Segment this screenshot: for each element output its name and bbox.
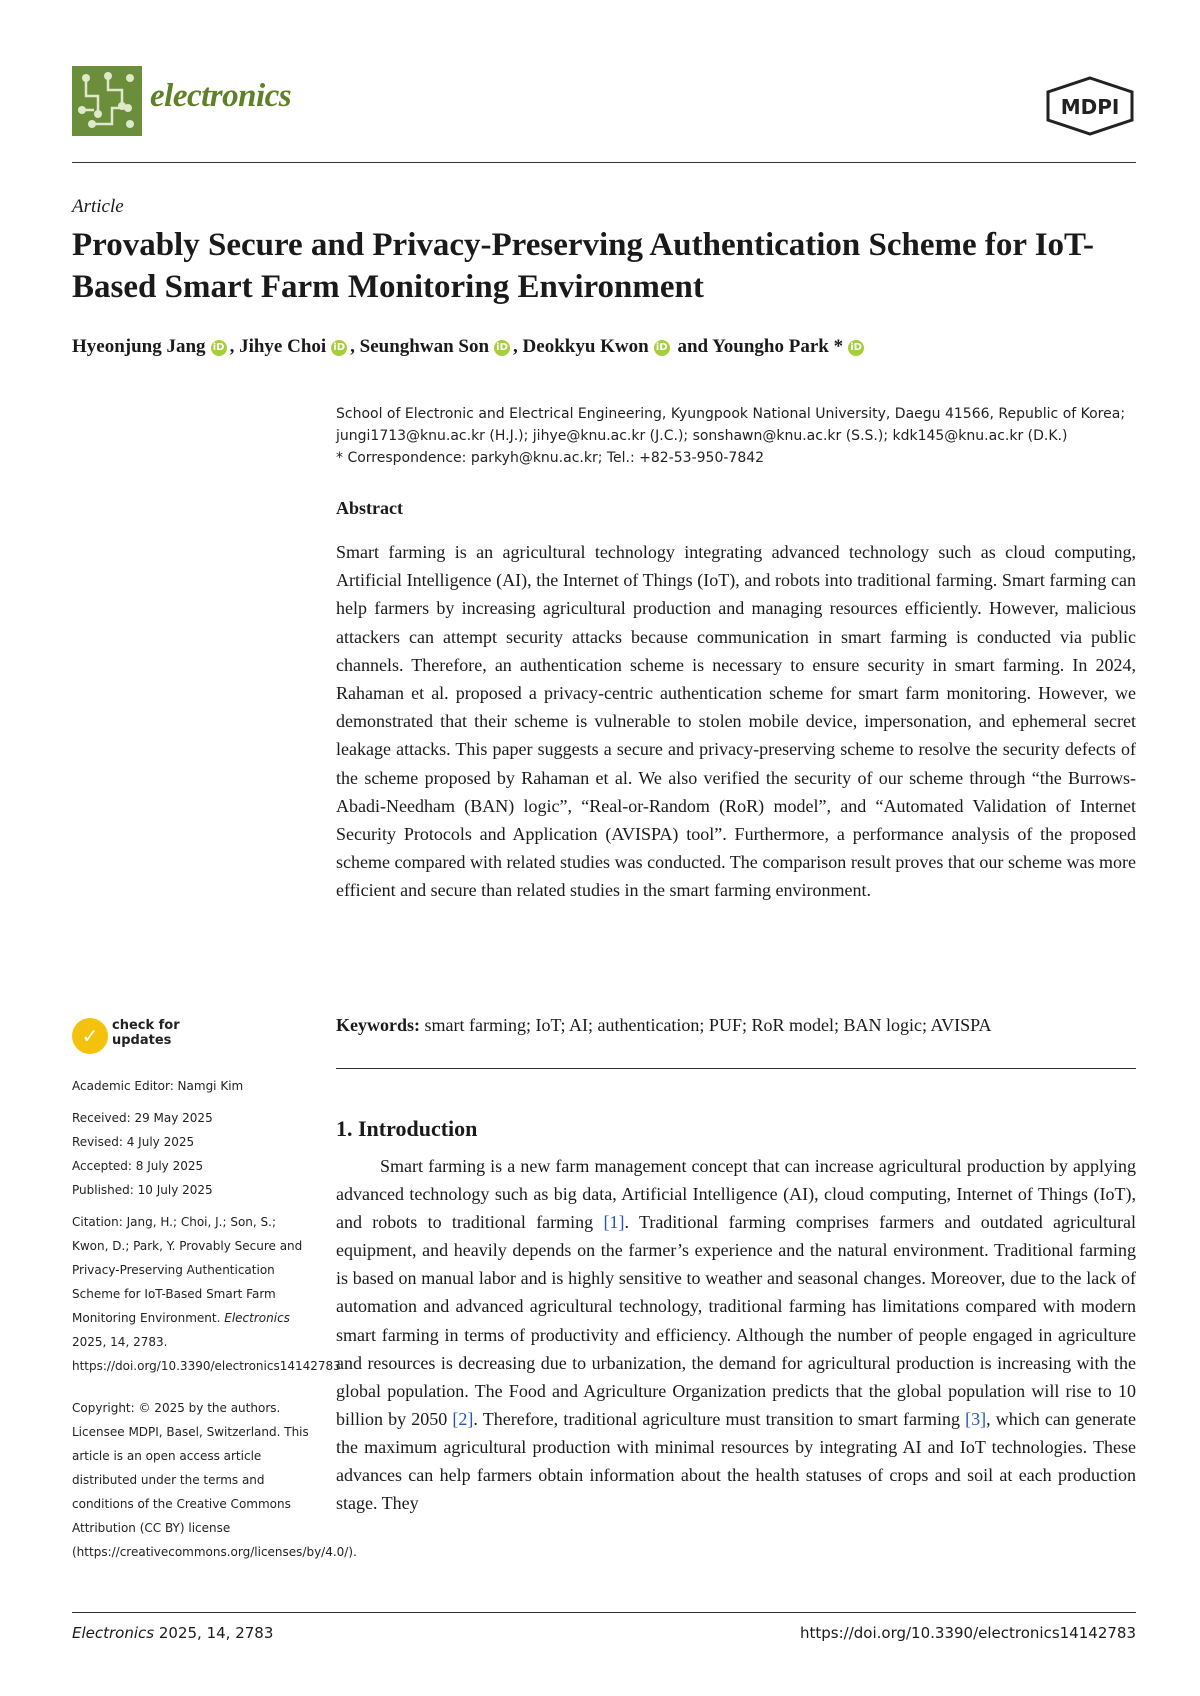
academic-editor: Academic Editor: Namgi Kim	[72, 1079, 244, 1093]
citation-block	[72, 1210, 341, 1378]
author-list	[72, 334, 1142, 360]
date-accepted: Accepted: 8 July 2025	[72, 1159, 204, 1173]
author-separator: ,	[229, 336, 240, 357]
journal-logo-icon	[72, 66, 142, 136]
article-type: Article	[72, 196, 124, 217]
keywords-list: smart farming; IoT; AI; authentication; PUF; RoR model; BAN logic; AVISPA	[420, 1015, 992, 1035]
orcid-icon[interactable]: iD	[331, 340, 347, 356]
publisher-logo-text: MDPI	[1060, 95, 1120, 119]
paragraph-text: . Traditional farming comprises farmers and outdated agricultural equipment, and heavily depends on the farmer’s experience and the natural environment. Traditional farming is based on manual labor and is highly sensitive to weather and seasonal changes. Moreover, due to the lack of automation and advanced agricultural technology, traditional farming has limitations compared with modern smart farming in terms of productivity and efficiency. Although the number of people engaged in agriculture and resources is decreasing due to urbanization, the demand for agricultural production is increasing with the global population. The Food and Agriculture Organization predicts that the global population will rise to 10 billion by 2050	[336, 1212, 1137, 1429]
author-separator: and	[672, 336, 713, 357]
author-separator: ,	[350, 336, 360, 357]
correspondence[interactable]: * Correspondence: parkyh@knu.ac.kr; Tel.: +82-53-950-7842	[336, 450, 765, 466]
citation-doi[interactable]: 2025, 14, 2783. https://doi.org/10.3390/electronics14142783	[72, 1335, 341, 1373]
abstract-heading: Abstract	[336, 498, 403, 518]
footer-volume: 2025, 14, 2783	[154, 1624, 274, 1642]
check-updates-label: check for updates	[112, 1018, 180, 1048]
citation-link[interactable]: [1]	[603, 1212, 625, 1233]
article-title: Provably Secure and Privacy-Preserving Authentication Scheme for IoT-Based Smart Farm Monitoring Environment	[72, 227, 1095, 305]
footer-doi[interactable]: https://doi.org/10.3390/electronics14142783	[800, 1624, 1136, 1642]
paragraph-text: Smart farming is a new farm management concept that can increase agricultural production by applying advanced technology such as big data, Artificial Intelligence (AI), cloud computing, Internet of Things (IoT), and robots to traditional farming	[336, 1156, 1136, 1233]
date-revised: Revised: 4 July 2025	[72, 1135, 195, 1149]
author-separator: ,	[513, 336, 523, 357]
journal-name: electronics	[150, 78, 292, 114]
introduction-paragraph	[336, 1152, 1136, 1517]
author-name[interactable]: Youngho Park *	[712, 336, 844, 357]
section-heading: 1. Introduction	[336, 1116, 478, 1141]
keywords-divider	[336, 1068, 1136, 1069]
author-name[interactable]: Deokkyu Kwon	[522, 336, 649, 357]
paragraph-text: . Therefore, traditional agriculture must transition to smart farming	[473, 1408, 966, 1429]
date-published: Published: 10 July 2025	[72, 1183, 213, 1197]
check-updates-badge[interactable]	[72, 1016, 212, 1060]
footer-citation	[72, 1624, 273, 1642]
author-name[interactable]: Seunghwan Son	[359, 336, 490, 357]
checkmark-icon: ✓	[72, 1018, 108, 1054]
abstract-text: Smart farming is an agricultural technology integrating advanced technology such as cloud computing, Artificial Intelligence (AI), the Internet of Things (IoT), and robots into traditional farming. Smart farming can help farmers by increasing agricultural production and managing resources efficiently. However, malicious attackers can attempt security attacks because communication in smart farming is conducted via public channels. Therefore, an authentication scheme is necessary to ensure security in smart farming. In 2024, Rahaman et al. proposed a privacy-centric authentication scheme for smart farm monitoring. However, we demonstrated that their scheme is vulnerable to stolen mobile device, impersonation, and ephemeral secret leakage attacks. This paper suggests a secure and privacy-preserving scheme to resolve the security defects of the scheme proposed by Rahaman et al. We also verified the security of our scheme through “the Burrows-Abadi-Needham (BAN) logic”, “Real-or-Random (RoR) model”, and “Automated Validation of Internet Security Protocols and Application (AVISPA) tool”. Furthermore, a performance analysis of the proposed scheme compared with related studies was conducted. The comparison result proves that our scheme was more efficient and secure than related studies in the smart farming environment.	[336, 542, 1136, 901]
keywords	[336, 1012, 1136, 1038]
paragraph-text: , which can generate the maximum agricultural production with minimal resources by integrating AI and IoT technologies. These advances can help farmers obtain information about the health statuses of crops and soil at each production stage. They	[336, 1408, 1136, 1514]
affiliation-line: School of Electronic and Electrical Engineering, Kyungpook National University, Daegu 41566, Republic of Korea;	[336, 406, 1126, 422]
orcid-icon[interactable]: iD	[848, 340, 864, 356]
orcid-icon[interactable]: iD	[654, 340, 670, 356]
footer-divider	[72, 1612, 1136, 1613]
footer-journal: Electronics	[72, 1624, 155, 1642]
header-divider	[72, 162, 1136, 163]
author-name[interactable]: Hyeonjung Jang	[72, 336, 206, 357]
orcid-icon[interactable]: iD	[494, 340, 510, 356]
keywords-label: Keywords:	[336, 1015, 420, 1035]
citation-text: Citation: Jang, H.; Choi, J.; Son, S.; Kwon, D.; Park, Y. Provably Secure and Privacy-Preserving Authentication Scheme for IoT-Based Smart Farm Monitoring Environment.	[72, 1215, 303, 1325]
date-received: Received: 29 May 2025	[72, 1111, 213, 1125]
affiliation-emails[interactable]: jungi1713@knu.ac.kr (H.J.); jihye@knu.ac.kr (J.C.); sonshawn@knu.ac.kr (S.S.); kdk145@knu.ac.kr (D.K.)	[336, 428, 1068, 444]
author-name[interactable]: Jihye Choi	[239, 336, 327, 357]
orcid-icon[interactable]: iD	[211, 340, 227, 356]
citation-link[interactable]: [2]	[452, 1408, 474, 1429]
mdpi-logo-icon	[1044, 76, 1136, 136]
citation-journal: Electronics	[224, 1311, 290, 1325]
citation-link[interactable]: [3]	[965, 1408, 987, 1429]
copyright-block: Copyright: © 2025 by the authors. Licensee MDPI, Basel, Switzerland. This article is an open access article distributed under the terms and conditions of the Creative Commons Attribution (CC BY) license (https://creativecommons.org/licenses/by/4.0/).	[72, 1401, 357, 1559]
